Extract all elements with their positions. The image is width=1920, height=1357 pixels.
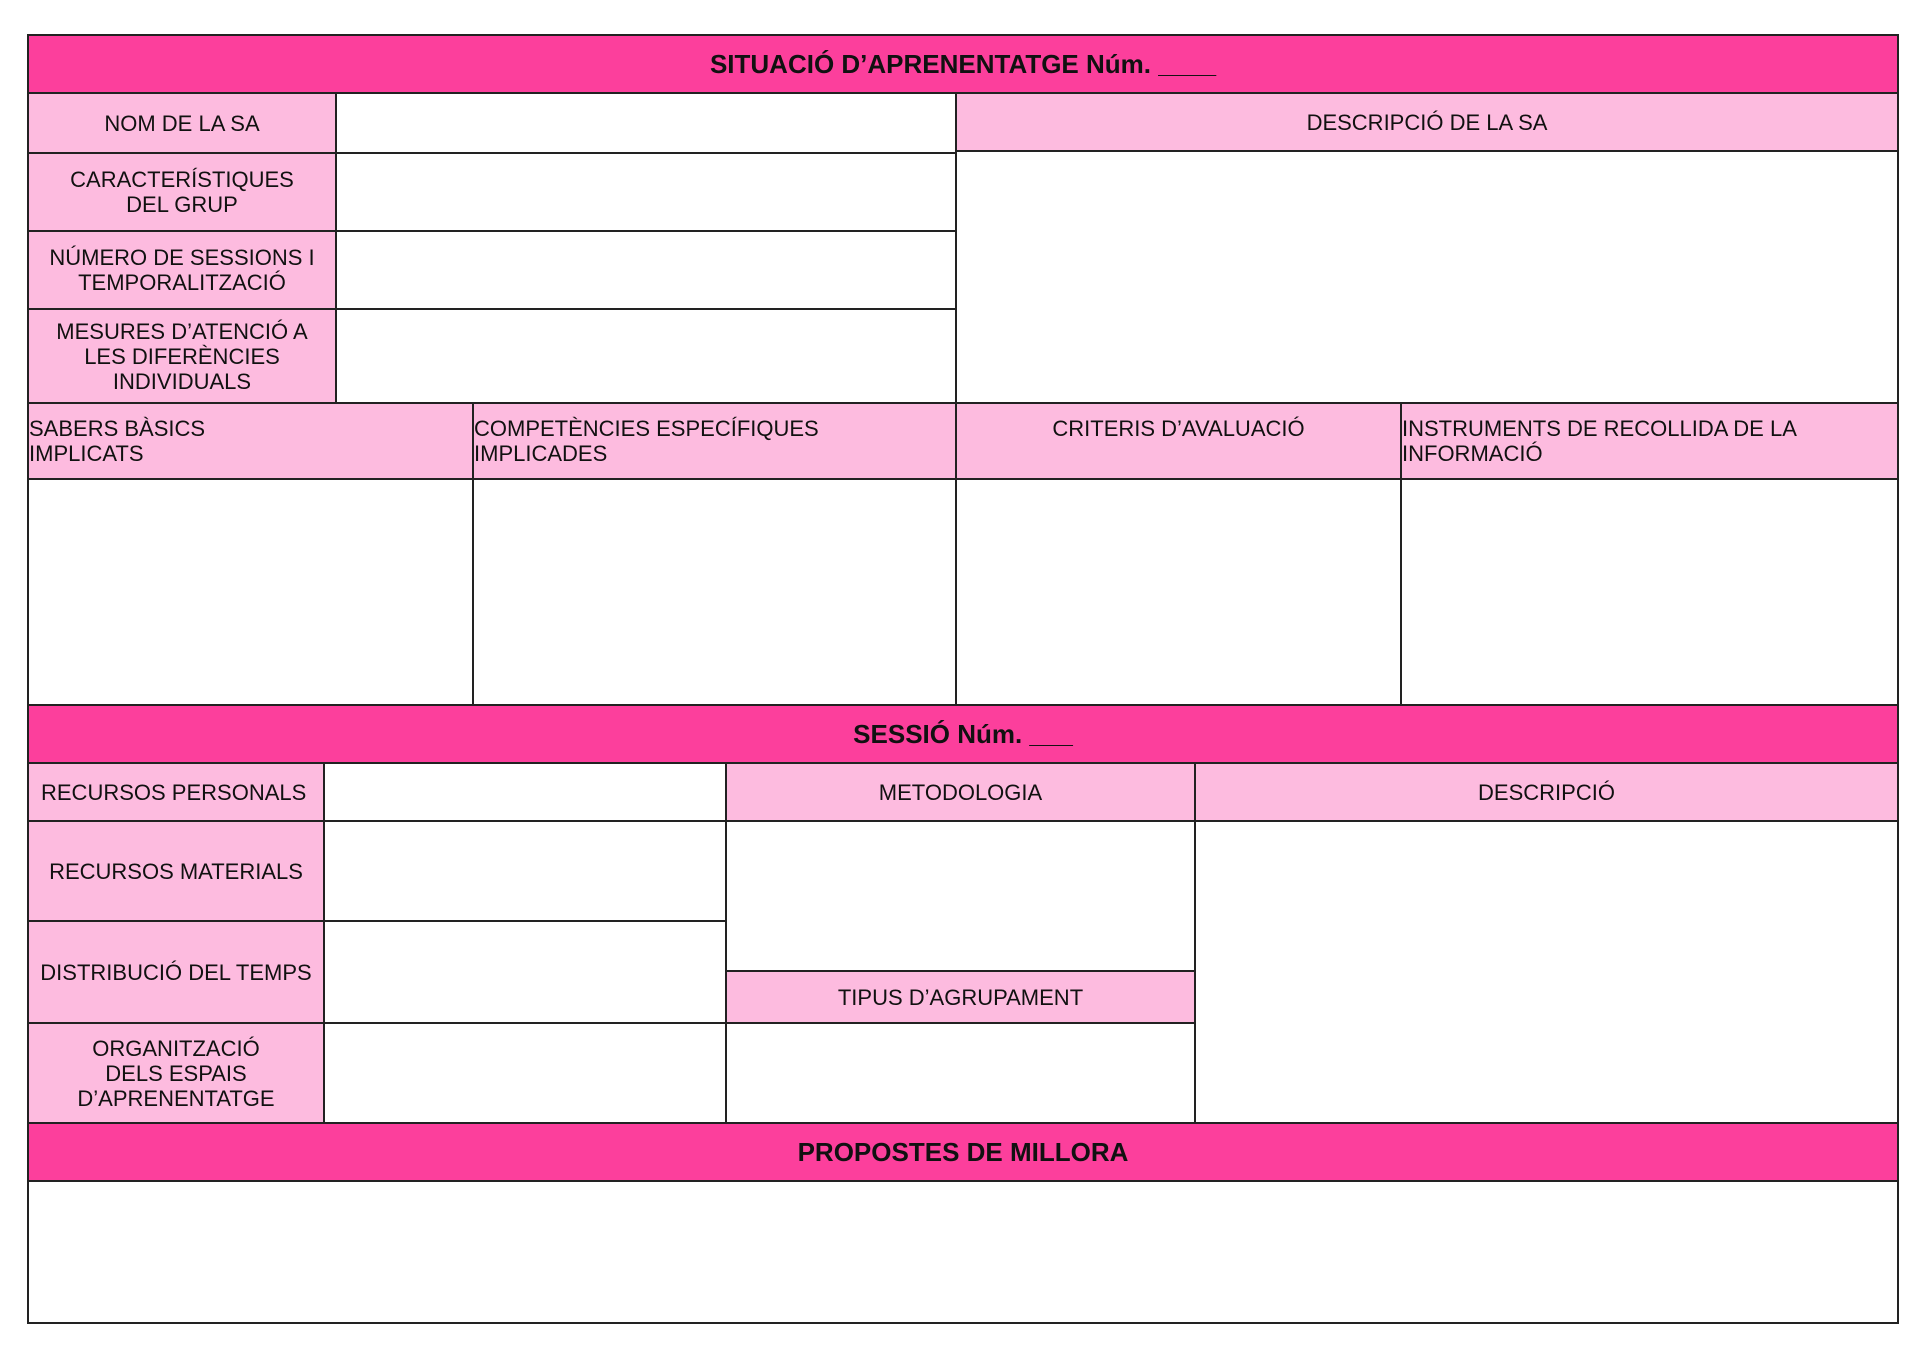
organitzacio-label-line3: D’APRENENTATGE (77, 1085, 275, 1111)
competencies-field[interactable] (474, 480, 957, 704)
tipus-agrupament-label: TIPUS D’AGRUPAMENT (727, 972, 1194, 1024)
distribucio-temps-field[interactable] (325, 922, 725, 1024)
competencies-label-line2: IMPLICADES (474, 441, 608, 466)
sessions-row (29, 232, 955, 310)
sabers-label-line2: IMPLICATS (29, 441, 144, 466)
nom-sa-row (29, 94, 955, 154)
caracteristiques-row (29, 154, 955, 232)
descripcio-sa-label: DESCRIPCIÓ DE LA SA (957, 94, 1897, 152)
caracteristiques-label-line1: CARACTERÍSTIQUES (70, 167, 294, 192)
instruments-field[interactable] (1402, 480, 1897, 704)
nom-sa-field[interactable] (337, 94, 955, 152)
sessio-labels-column (29, 764, 325, 1122)
recursos-materials-field[interactable] (325, 822, 725, 922)
sessions-field[interactable] (337, 232, 955, 308)
sa-title: SITUACIÓ D’APRENENTATGE Núm. ____ (29, 36, 1897, 92)
sessio-fields-column (325, 764, 727, 1122)
sessions-label (29, 232, 337, 308)
descripcio-sa-column (957, 94, 1897, 402)
metodologia-field[interactable] (727, 822, 1194, 972)
sessions-label-line1: NÚMERO DE SESSIONS I (49, 245, 315, 270)
sessions-label-line2: TEMPORALITZACIÓ (78, 270, 286, 295)
organitzacio-label-line1: ORGANITZACIÓ (92, 1035, 260, 1061)
organitzacio-field[interactable] (325, 1024, 725, 1122)
competencies-label-line1: COMPETÈNCIES ESPECÍFIQUES (474, 416, 819, 441)
mesures-label-line2: LES DIFERÈNCIES (84, 343, 280, 369)
caracteristiques-field[interactable] (337, 154, 955, 230)
metodologia-column (727, 764, 1196, 1122)
descripcio-column (1196, 764, 1897, 1122)
curriculum-fields-row (29, 480, 1897, 706)
criteris-label: CRITERIS D’AVALUACIÓ (957, 404, 1402, 478)
organitzacio-label (29, 1024, 323, 1122)
learning-situation-form (27, 34, 1899, 1324)
curriculum-header-row (29, 404, 1897, 480)
sabers-field[interactable] (29, 480, 474, 704)
distribucio-temps-label: DISTRIBUCIÓ DEL TEMPS (29, 922, 323, 1024)
sabers-label-line1: SABERS BÀSICS (29, 416, 206, 441)
sessio-title-row (29, 706, 1897, 764)
propostes-field-row (29, 1182, 1897, 1322)
metodologia-label: METODOLOGIA (727, 764, 1194, 822)
sa-info-left (29, 94, 957, 402)
mesures-field[interactable] (337, 310, 955, 402)
caracteristiques-label (29, 154, 337, 230)
sessio-block (29, 764, 1897, 1124)
sessio-title: SESSIÓ Núm. ___ (29, 706, 1897, 762)
recursos-materials-label: RECURSOS MATERIALS (29, 822, 323, 922)
mesures-label-line1: MESURES D’ATENCIÓ A (56, 318, 308, 344)
descripcio-sa-field[interactable] (957, 152, 1897, 402)
mesures-label (29, 310, 337, 402)
sa-title-row (29, 36, 1897, 94)
competencies-label (474, 404, 957, 478)
tipus-agrupament-field[interactable] (727, 1024, 1194, 1122)
mesures-label-line3: INDIVIDUALS (112, 368, 252, 394)
propostes-title: PROPOSTES DE MILLORA (29, 1124, 1897, 1180)
sabers-label (29, 404, 474, 478)
caracteristiques-label-line2: DEL GRUP (126, 192, 238, 217)
descripcio-label: DESCRIPCIÓ (1196, 764, 1897, 822)
instruments-label-line2: INFORMACIÓ (1402, 441, 1543, 466)
instruments-label (1402, 404, 1897, 478)
nom-sa-label: NOM DE LA SA (29, 94, 337, 152)
criteris-field[interactable] (957, 480, 1402, 704)
organitzacio-label-line2: DELS ESPAIS (105, 1060, 247, 1086)
propostes-title-row (29, 1124, 1897, 1182)
recursos-personals-label: RECURSOS PERSONALS (29, 764, 323, 822)
mesures-row (29, 310, 955, 402)
instruments-label-line1: INSTRUMENTS DE RECOLLIDA DE LA (1402, 416, 1797, 441)
descripcio-field[interactable] (1196, 822, 1897, 1122)
propostes-field[interactable] (29, 1182, 1897, 1322)
sa-info-block (29, 94, 1897, 404)
recursos-personals-field[interactable] (325, 764, 725, 822)
